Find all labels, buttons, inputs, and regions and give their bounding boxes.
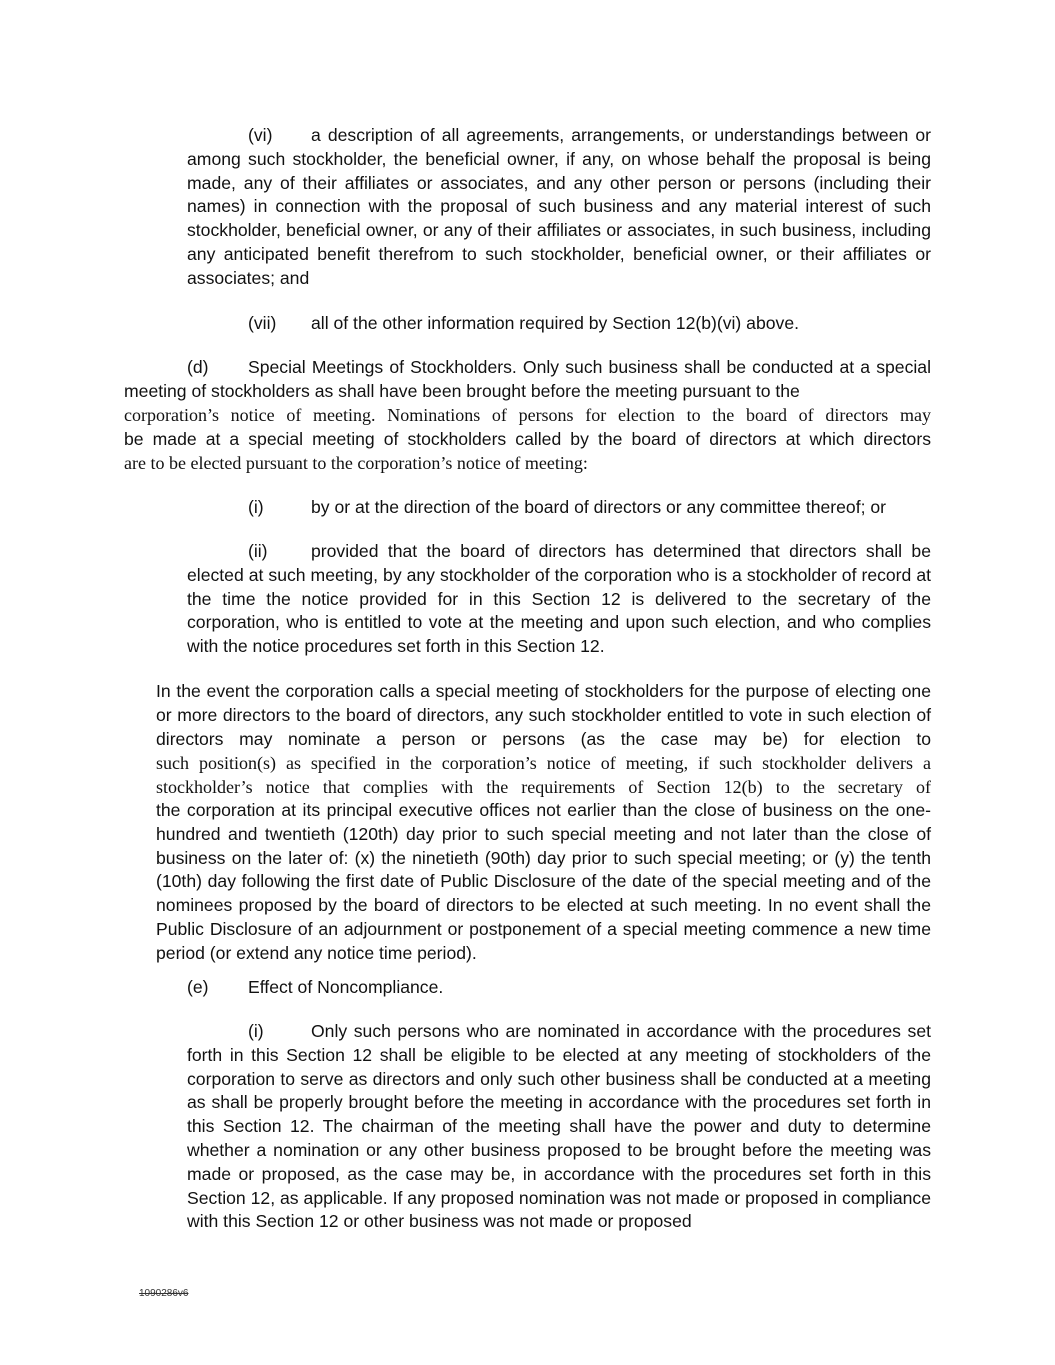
paragraph-d-line-5: are to be elected pursuant to the corporation’s notice of meeting: — [124, 453, 588, 473]
paragraph-number: (ii) — [248, 541, 268, 561]
paragraph-d-ii — [187, 540, 931, 659]
paragraph-number: (i) — [248, 497, 264, 517]
paragraph-number: (e) — [187, 977, 209, 997]
paragraph-text: Only such persons who are nominated in accordance with the procedures set forth in this Section 12 shall be eligible to be elected at any meeting of stockholders of the corporation to serve as directors and only such other business shall be conducted at a meeting as shall be properly brought before the meeting in accordance with the procedures set forth in this Section 12. The chairman of the meeting shall have the power and duty to determine whether a nomination or any other business proposed to be brought before the meeting was made or proposed, as the case may be, in accordance with the procedures set forth in this Section 12, as applicable. If any proposed nomination was not made or proposed in compliance with this Section 12 or other business was not made or proposed — [187, 1021, 931, 1232]
paragraph-text: all of the other information required by Section 12(b)(vi) above. — [311, 313, 799, 333]
paragraph-d-line-4: be made at a special meeting of stockholders called by the board of directors at which directors — [124, 429, 931, 449]
paragraph-e-i — [187, 1020, 931, 1234]
paragraph-text: Special Meetings of Stockholders. Only such business shall be conducted at a special meeting of stockholders as shall have been brought before the meeting pursuant to the — [124, 357, 931, 401]
paragraph-number: (d) — [187, 357, 209, 377]
paragraph-text: provided that the board of directors has determined that directors shall be elected at such meeting, by any stockholder of the corporation who is a stockholder of record at the time the notice provided for in this Section 12 is delivered to the secretary of the corporation, who is entitled to vote at the meeting and upon such election, and who complies with the notice procedures set forth in this Section 12. — [187, 541, 931, 657]
section-title: Effect of Noncompliance. — [248, 977, 444, 997]
paragraph-event-part-a: In the event the corporation calls a special meeting of stockholders for the purpose of electing one or more directors to the board of directors, any such stockholder entitled to vote in such election of directors may nominate a person or persons (as the case may be) for election to — [156, 681, 931, 749]
paragraph-d-line-group-1 — [124, 356, 931, 404]
paragraph-vi — [187, 124, 931, 291]
paragraph-text: by or at the direction of the board of directors or any committee thereof; or — [311, 497, 887, 517]
paragraph-number: (i) — [248, 1021, 264, 1041]
paragraph-d-line-3: corporation’s notice of meeting. Nominations of persons for election to the board of directors may — [124, 405, 931, 425]
paragraph-number: (vii) — [248, 313, 277, 333]
paragraph-vii — [248, 312, 799, 336]
paragraph-text: a description of all agreements, arrangements, or understandings between or among such stockholder, the beneficial owner, if any, on whose behalf the proposal is being made, any of their affiliates or associates, and any other person or persons (including their names) in connection with the proposal of such business and any material interest of such stockholder, beneficial owner, or any of their affiliates or associates, in such business, including any anticipated benefit therefrom to such stockholder, beneficial owner, or their affiliates or associates; and — [187, 125, 931, 288]
paragraph-number: (vi) — [248, 125, 273, 145]
document-id-footer: 1090286v6 — [139, 1288, 189, 1299]
paragraph-d-i — [248, 496, 886, 520]
section-e-heading — [187, 976, 443, 1000]
paragraph-event-part-c: the corporation at its principal executive offices not earlier than the close of business on the one-hundred and twentieth (120th) day prior to such special meeting and not later than the close of business on the later of: (x) the ninetieth (90th) day prior to such special meeting; or (y) the tenth (10th) day following the first date of Public Disclosure of the date of the special meeting and of the nominees proposed by the board of directors to be elected at such meeting. In no event shall the Public Disclosure of an adjournment or postponement of a special meeting commence a new time period (or extend any notice time period). — [156, 800, 931, 963]
paragraph-event-part-b: such position(s) as specified in the corporation’s notice of meeting, if such stockholder delivers a stockholder’s notice that complies with the requirements of Section 12(b) to the secretary of — [156, 753, 931, 797]
